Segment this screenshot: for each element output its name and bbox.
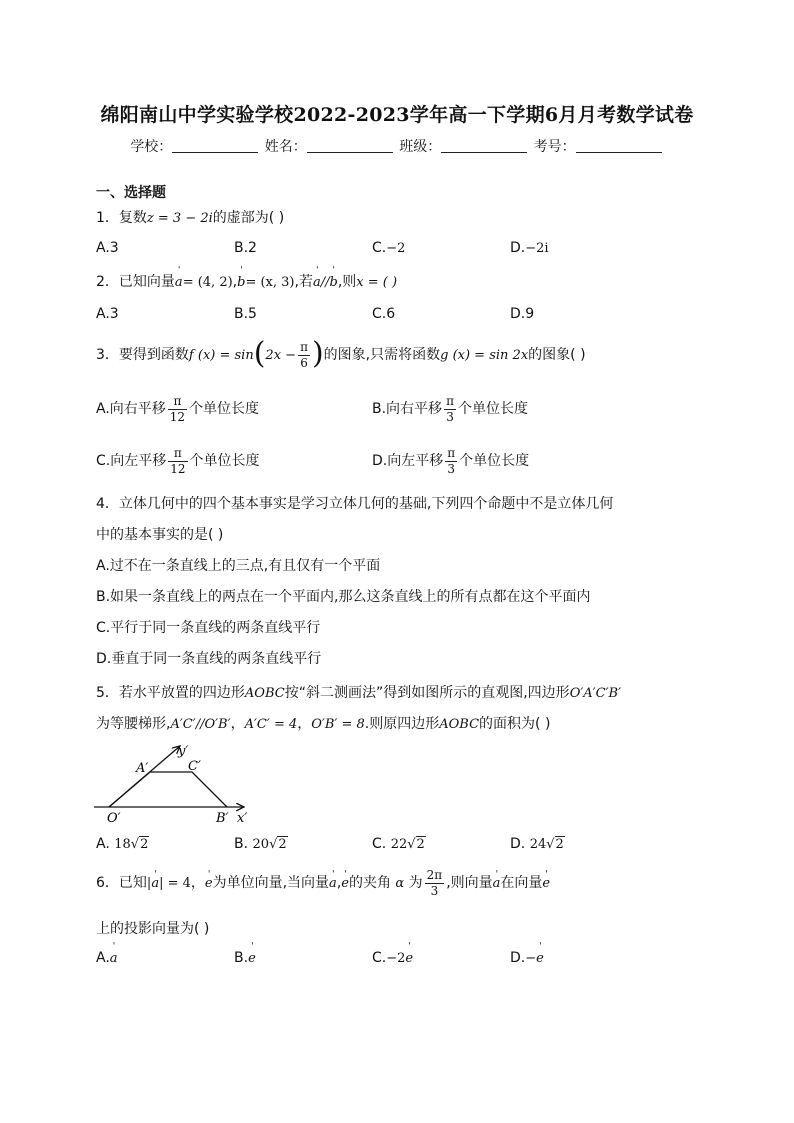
- label-x-prime: x′: [237, 811, 248, 826]
- q2-b-value: = (x, 3): [245, 275, 295, 290]
- q5-option-d: D. 24√2: [510, 836, 564, 852]
- label-o-prime: O′: [107, 811, 121, 826]
- q3-function-f: f (x) = sin: [188, 348, 254, 363]
- q2-text: 已知向量: [118, 274, 175, 290]
- q2-option-d: D.9: [510, 306, 535, 322]
- school-label: 学校：: [130, 139, 173, 155]
- q4-option-c: C.平行于同一条直线的两条直线平行: [96, 620, 321, 636]
- vector-b: ' b: [329, 275, 337, 290]
- q2-option-b: B.5: [234, 306, 257, 322]
- q2-x-equation: x = ( ): [356, 275, 398, 290]
- exam-number-label: 考号：: [533, 139, 576, 155]
- q3-number: 3．: [96, 347, 119, 363]
- q3-option-b: B.向右平移 $\frac{\pi}{3}$ 个单位长度: [372, 393, 528, 424]
- vector-e: ' e: [205, 867, 213, 901]
- label-y-prime: y′: [178, 744, 189, 759]
- q3-option-c: C.向左平移 $\frac{\pi}{12}$ 个单位长度: [96, 445, 260, 476]
- q5-option-c: C. 22√2: [372, 836, 425, 852]
- quad-aobc: AOBC: [244, 686, 285, 701]
- q4-option-d: D.垂直于同一条直线的两条直线平行: [96, 651, 322, 667]
- vector-a: ' a: [151, 867, 159, 901]
- student-info-line: [0, 136, 794, 156]
- q2-a-value: = (4, 2): [182, 275, 233, 290]
- class-blank: [441, 138, 527, 153]
- q1-option-d: D.−2i: [510, 240, 549, 256]
- q3-text: 要得到函数: [118, 347, 189, 363]
- question-4-line-2: 中的基本事实的是( ): [96, 527, 224, 543]
- label-c-prime: C′: [188, 759, 201, 774]
- section-heading: 一、选择题: [96, 185, 166, 201]
- q6-option-d: D.−' e: [510, 950, 544, 966]
- quad-oacb-prime: O′A′C′B′: [569, 686, 622, 701]
- q3-function-g: g (x) = sin 2x: [440, 348, 529, 363]
- question-5-line-1: 5．若水平放置的四边形AOBC按“斜二测画法”得到如图所示的直观图,四边形O′A′C′B′: [96, 685, 622, 701]
- q5-option-a: A. 18√2: [96, 836, 149, 852]
- q2-number: 2．: [96, 274, 119, 290]
- question-6-line-2: 上的投影向量为( ): [96, 921, 210, 937]
- vector-b: ' b: [237, 275, 245, 290]
- school-blank: [172, 138, 258, 153]
- q3-fraction: $\frac{\pi}{6}$: [300, 339, 308, 370]
- q1-option-c: C.−2: [372, 240, 406, 256]
- vector-a: ' a: [313, 275, 321, 290]
- q6-option-c: C.−2' e: [372, 950, 413, 966]
- question-1: [96, 207, 284, 227]
- q6-option-a: A.' a: [96, 950, 118, 966]
- page-title: 绵阳南山中学实验学校2022-2023学年高一下学期6月月考数学试卷: [100, 104, 694, 126]
- q2-option-c: C.6: [372, 306, 396, 322]
- q1-expression: z = 3 − 2i: [146, 211, 213, 226]
- class-label: 班级：: [399, 139, 442, 155]
- exam-number-blank: [576, 138, 662, 153]
- q1-text-end: 的虚部为( ): [212, 210, 285, 226]
- trapezoid-outline: [109, 772, 227, 807]
- q6-fraction: $\frac{2\pi}{3}$: [426, 867, 443, 898]
- trapezoid-figure: [92, 742, 262, 828]
- q3-option-a: A.向右平移 $\frac{\pi}{12}$ 个单位长度: [96, 393, 260, 424]
- name-blank: [307, 138, 393, 153]
- q4-option-a: A.过不在一条直线上的三点,有且仅有一个平面: [96, 558, 381, 574]
- q3-option-d: D.向左平移 $\frac{\pi}{3}$ 个单位长度: [372, 445, 530, 476]
- label-a-prime: A′: [136, 761, 149, 776]
- q1-number: 1．: [96, 210, 119, 226]
- question-2: 2．已知向量' a= (4, 2),' b= (x, 3),若' a//' b,则x = ( ): [96, 271, 397, 291]
- parallel-symbol: //: [320, 275, 330, 290]
- question-4-line-1: 4．立体几何中的四个基本事实是学习立体几何的基础,下列四个命题中不是立体几何: [96, 496, 614, 512]
- q1-option-a: A.3: [96, 240, 119, 256]
- q6-option-b: B.' e: [234, 950, 256, 966]
- vector-a: ' a: [175, 275, 183, 290]
- q4-option-b: B.如果一条直线上的两点在一个平面内,那么这条直线上的所有点都在这个平面内: [96, 589, 591, 605]
- angle-alpha: α: [395, 876, 405, 891]
- q2-option-a: A.3: [96, 306, 119, 322]
- question-3: 3．要得到函数f (x) = sin(2x − $\frac{\pi}{6}$ )的图象,只需将函数g (x) = sin 2x的图象( ): [96, 336, 586, 371]
- question-5-line-2: 为等腰梯形,A′C′//O′B′，A′C′ = 4，O′B′ = 8.则原四边形AOBC的面积为( ): [96, 716, 551, 732]
- q5-option-b: B. 20√2: [234, 836, 287, 852]
- q1-option-b: B.2: [234, 240, 257, 256]
- q1-text: 复数: [118, 210, 147, 226]
- name-label: 姓名：: [264, 139, 307, 155]
- label-b-prime: B′: [216, 811, 229, 826]
- question-6-line-1: 6．已知|' a| = 4，' e为单位向量,当向量' a,' e的夹角 α 为 $\frac{2\pi}{3}$ ,则向量' a在向量' e: [96, 866, 550, 901]
